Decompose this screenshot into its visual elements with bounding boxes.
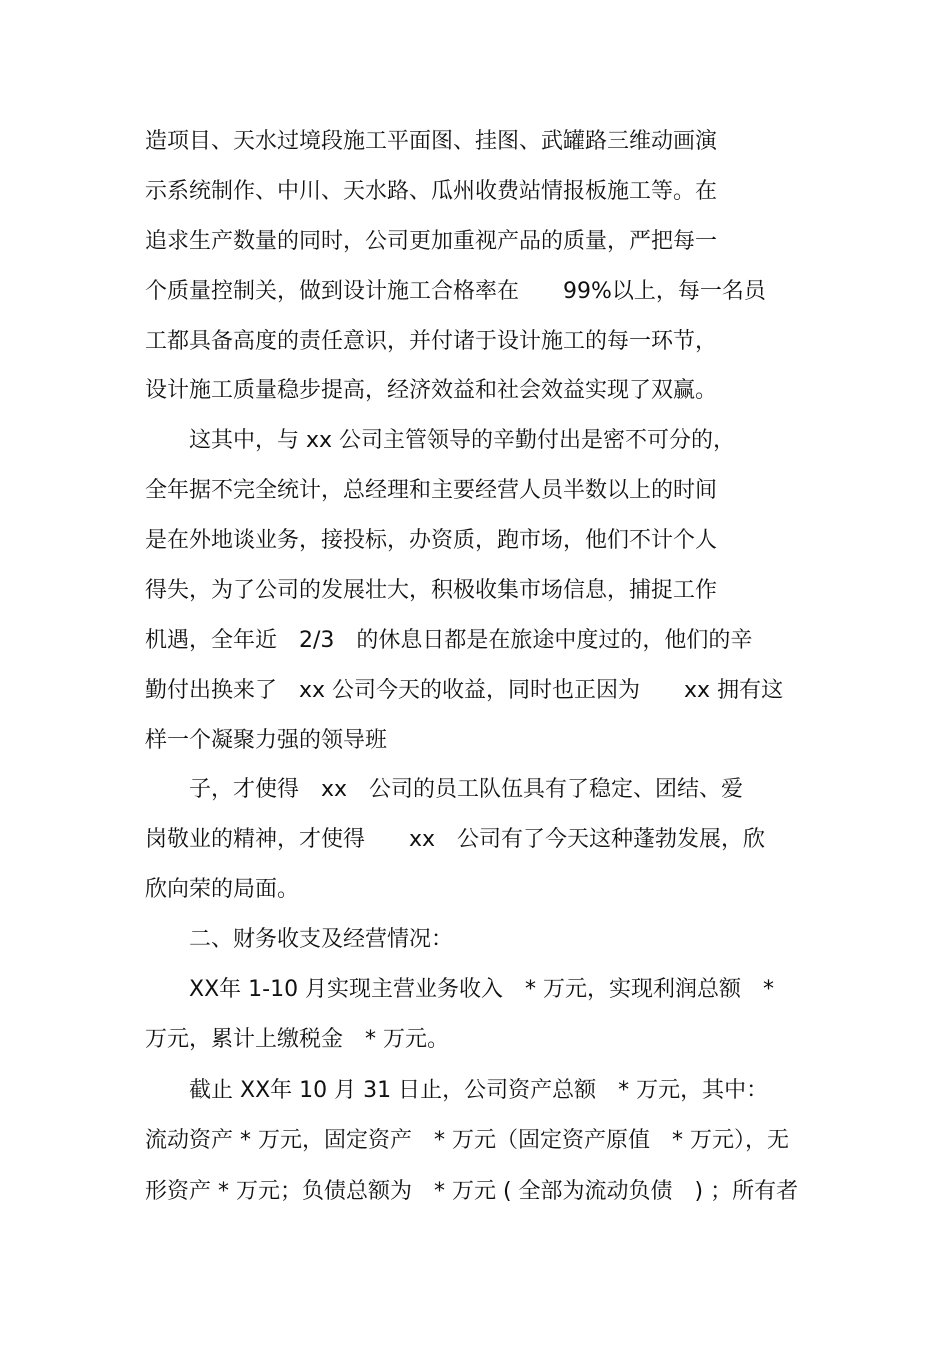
text-line: 工都具备高度的责任意识，并付诸于设计施工的每一环节， <box>145 329 718 354</box>
section-heading: 二、财务收支及经营情况： <box>145 927 454 952</box>
text-line: 造项目、天水过境段施工平面图、挂图、武罐路三维动画演 <box>145 129 718 154</box>
text-line: 子，才使得 xx 公司的员工队伍具有了稳定、团结、爱 <box>145 777 744 802</box>
text-line: 流动资产 * 万元，固定资产 * 万元（固定资产原值 * 万元），无 <box>145 1128 789 1153</box>
text-line: 得失，为了公司的发展壮大，积极收集市场信息，捕捉工作 <box>145 578 718 603</box>
text-line: 全年据不完全统计，总经理和主要经营人员半数以上的时间 <box>145 478 718 503</box>
text-line: 勤付出换来了 xx 公司今天的收益，同时也正因为 xx 拥有这 <box>145 678 784 703</box>
text-line: 追求生产数量的同时，公司更加重视产品的质量，严把每一 <box>145 229 718 254</box>
text-line: 岗敬业的精神，才使得 xx 公司有了今天这种蓬勃发展，欣 <box>145 827 766 852</box>
text-line: 截止 XX年 10 月 31 日止，公司资产总额 * 万元，其中： <box>145 1078 769 1103</box>
text-line: 形资产 * 万元；负债总额为 * 万元 ( 全部为流动负债 ) ；所有者 <box>145 1179 799 1204</box>
text-line: 样一个凝聚力强的领导班 <box>145 728 388 753</box>
text-line: 欣向荣的局面。 <box>145 877 300 902</box>
text-line: 机遇，全年近 2/3 的休息日都是在旅途中度过的，他们的辛 <box>145 628 753 653</box>
text-line: 个质量控制关，做到设计施工合格率在 99%以上，每一名员 <box>145 279 766 304</box>
text-line: 设计施工质量稳步提高，经济效益和社会效益实现了双赢。 <box>145 378 718 403</box>
text-line: 这其中，与 xx 公司主管领导的辛勤付出是密不可分的， <box>145 428 736 453</box>
text-line: 是在外地谈业务，接投标，办资质，跑市场，他们不计个人 <box>145 528 718 553</box>
text-line: 万元，累计上缴税金 * 万元。 <box>145 1027 449 1052</box>
text-line: XX年 1-10 月实现主营业务收入 * 万元，实现利润总额 * <box>145 977 775 1002</box>
text-line: 示系统制作、中川、天水路、瓜州收费站情报板施工等。在 <box>145 179 718 204</box>
